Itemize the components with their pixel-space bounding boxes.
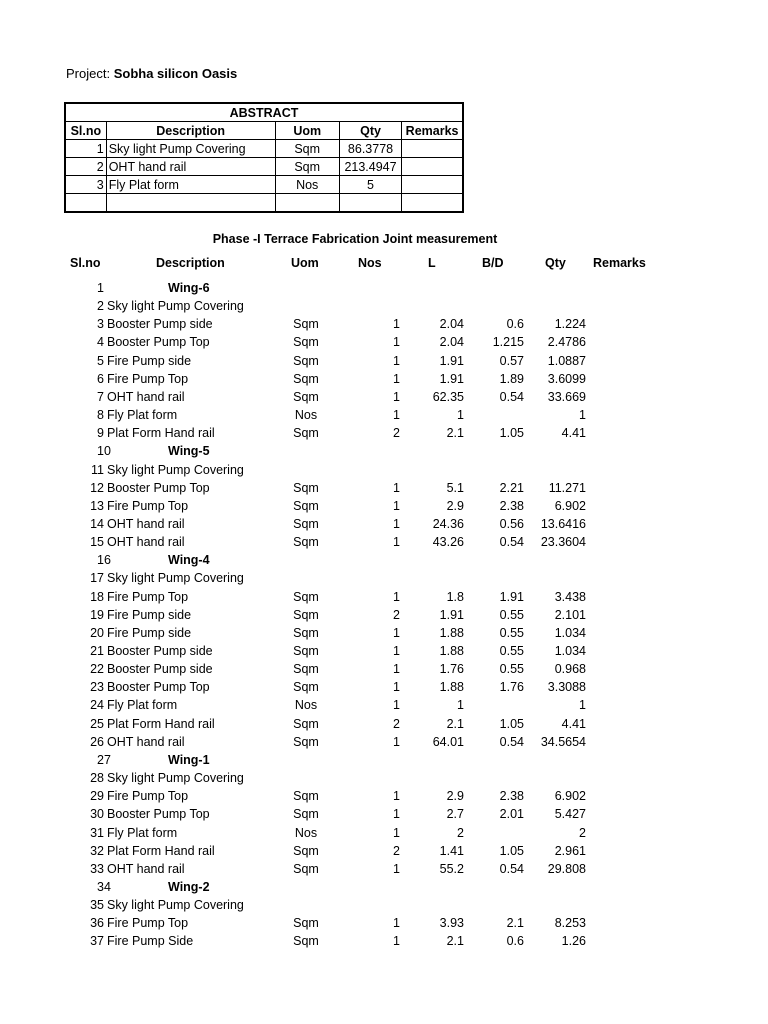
abstract-title-row: [65, 103, 463, 122]
row-uom: Sqm: [293, 335, 319, 350]
measurement-row: [0, 717, 768, 735]
measurement-row: [0, 390, 768, 408]
row-nos: 1: [393, 934, 400, 949]
row-uom: Sqm: [293, 589, 319, 604]
row-breadth-depth: 1.05: [499, 716, 524, 731]
measurement-row: [0, 771, 768, 789]
row-slno: 14: [90, 516, 104, 531]
row-description: OHT hand rail: [107, 734, 185, 749]
row-slno: 26: [90, 734, 104, 749]
abstract-uom: [275, 194, 339, 213]
wing-label: Wing-5: [168, 444, 210, 459]
row-description: Plat Form Hand rail: [107, 843, 215, 858]
wing-label: Wing-6: [168, 281, 210, 295]
row-qty: 3.438: [554, 589, 586, 604]
abstract-row: [65, 140, 463, 158]
row-uom: Sqm: [293, 789, 319, 804]
row-description: OHT hand rail: [107, 389, 185, 404]
row-description: Booster Pump side: [107, 317, 213, 332]
measurement-row: [0, 372, 768, 390]
project-name: Sobha silicon Oasis: [113, 66, 238, 81]
abstract-slno: 2: [65, 158, 106, 176]
row-length: 2.04: [439, 335, 464, 350]
row-description: Booster Pump Top: [107, 335, 210, 350]
header-uom: Uom: [291, 256, 319, 270]
abstract-header-description: Description: [106, 122, 275, 140]
row-slno: 25: [90, 716, 104, 731]
row-nos: 1: [393, 644, 400, 658]
row-slno: 13: [90, 498, 104, 513]
row-length: 2.9: [446, 789, 464, 804]
row-breadth-depth: 0.6: [506, 934, 524, 949]
measurement-row: [0, 680, 768, 698]
measurement-row: [0, 571, 768, 589]
row-breadth-depth: 0.55: [499, 644, 524, 658]
row-slno: 31: [90, 825, 104, 840]
wing-row: [0, 880, 768, 898]
row-slno: 5: [97, 353, 104, 368]
row-description: Fly Plat form: [107, 825, 178, 840]
measurement-row: [0, 499, 768, 517]
abstract-header-slno: Sl.no: [65, 122, 106, 140]
measurement-row: [0, 916, 768, 934]
row-breadth-depth: 0.54: [499, 535, 524, 550]
row-breadth-depth: 0.55: [499, 607, 524, 622]
row-qty: 1.224: [554, 317, 586, 332]
abstract-remarks: [402, 140, 463, 158]
row-nos: 1: [393, 861, 400, 876]
row-nos: 2: [393, 426, 400, 441]
row-description: Fire Pump Top: [107, 371, 189, 386]
row-description: Sky light Pump Covering: [107, 898, 244, 913]
row-breadth-depth: 2.21: [499, 480, 524, 495]
row-uom: Sqm: [293, 625, 319, 640]
row-breadth-depth: 1.215: [492, 335, 524, 350]
row-qty: 1.034: [554, 625, 586, 640]
abstract-description: [106, 194, 275, 213]
row-description: Booster Pump Top: [107, 807, 210, 822]
header-slno: Sl.no: [70, 256, 101, 270]
wing-label: Wing-1: [168, 752, 210, 767]
measurement-row: [0, 698, 768, 716]
row-description: Booster Pump side: [107, 644, 213, 658]
row-breadth-depth: 2.01: [499, 807, 524, 822]
row-description: Sky light Pump Covering: [107, 571, 244, 586]
row-description: Fire Pump side: [107, 607, 192, 622]
row-length: 1: [457, 698, 464, 713]
row-uom: Sqm: [293, 734, 319, 749]
abstract-qty: [339, 194, 401, 213]
row-nos: 1: [393, 535, 400, 550]
measurement-row: [0, 463, 768, 481]
row-length: 2: [457, 825, 464, 840]
row-description: OHT hand rail: [107, 516, 185, 531]
abstract-slno: [65, 194, 106, 213]
row-uom: Sqm: [293, 371, 319, 386]
measurement-title: Phase -I Terrace Fabrication Joint measurement: [212, 232, 498, 246]
row-length: 2.9: [446, 498, 464, 513]
row-nos: 1: [393, 389, 400, 404]
row-description: OHT hand rail: [107, 861, 185, 876]
row-nos: 1: [393, 698, 400, 713]
row-nos: 1: [393, 825, 400, 840]
row-description: Booster Pump side: [107, 662, 213, 677]
row-slno: 21: [90, 644, 104, 658]
row-qty: 6.902: [554, 498, 586, 513]
row-slno: 30: [90, 807, 104, 822]
header-l: L: [428, 256, 436, 270]
row-qty: 3.6099: [547, 371, 586, 386]
row-nos: 1: [393, 371, 400, 386]
measurement-row: [0, 590, 768, 608]
row-nos: 1: [393, 662, 400, 677]
row-length: 3.93: [439, 916, 464, 931]
row-length: 1.91: [439, 371, 464, 386]
wing-row: [0, 444, 768, 462]
row-uom: Sqm: [293, 680, 319, 695]
row-description: Fire Pump Top: [107, 498, 189, 513]
abstract-header-row: [65, 122, 463, 140]
abstract-slno: 1: [65, 140, 106, 158]
row-length: 1.91: [439, 353, 464, 368]
row-breadth-depth: 2.38: [499, 789, 524, 804]
project-label: Project:: [66, 66, 111, 81]
row-slno: 32: [90, 843, 104, 858]
row-length: 1.88: [439, 680, 464, 695]
row-breadth-depth: 1.91: [499, 589, 524, 604]
project-line: [66, 66, 237, 81]
abstract-slno: 3: [65, 176, 106, 194]
row-nos: 2: [393, 716, 400, 731]
row-slno: 4: [97, 335, 104, 350]
row-slno: 9: [97, 426, 104, 441]
row-breadth-depth: 1.76: [499, 680, 524, 695]
row-qty: 11.271: [548, 480, 586, 495]
row-description: OHT hand rail: [107, 535, 185, 550]
row-qty: 13.6416: [540, 516, 586, 531]
abstract-header-qty: Qty: [339, 122, 401, 140]
row-length: 64.01: [432, 734, 464, 749]
row-length: 24.36: [432, 516, 464, 531]
row-qty: 34.5654: [540, 734, 586, 749]
row-slno: 11: [91, 462, 104, 477]
row-slno: 7: [97, 389, 104, 404]
row-length: 55.2: [439, 861, 464, 876]
measurement-row: [0, 481, 768, 499]
row-slno: 17: [90, 571, 104, 586]
row-description: Fire Pump side: [107, 625, 192, 640]
abstract-qty: 86.3778: [339, 140, 401, 158]
abstract-remarks: [402, 158, 463, 176]
row-qty: 2: [579, 825, 586, 840]
row-breadth-depth: 1.05: [499, 843, 524, 858]
row-slno: 15: [90, 535, 104, 550]
abstract-uom: Nos: [275, 176, 339, 194]
row-qty: 4.41: [561, 426, 586, 441]
measurement-row: [0, 608, 768, 626]
wing-row: [0, 753, 768, 771]
row-qty: 5.427: [554, 807, 586, 822]
row-description: Fire Pump Top: [107, 916, 189, 931]
wing-label: Wing-2: [168, 879, 210, 894]
row-nos: 1: [393, 789, 400, 804]
row-nos: 1: [393, 335, 400, 350]
row-qty: 23.3604: [540, 535, 586, 550]
row-slno: 3: [97, 317, 104, 332]
row-qty: 0.968: [554, 662, 586, 677]
row-uom: Sqm: [293, 916, 319, 931]
row-uom: Sqm: [293, 516, 319, 531]
abstract-remarks: [402, 194, 463, 213]
measurement-row: [0, 662, 768, 680]
row-uom: Sqm: [293, 662, 319, 677]
row-uom: Sqm: [293, 317, 319, 332]
header-description: Description: [156, 256, 225, 270]
row-uom: Sqm: [293, 861, 319, 876]
abstract-table: [64, 102, 464, 213]
row-slno: 34: [97, 879, 111, 894]
measurement-row: [0, 934, 768, 952]
wing-row: [0, 281, 768, 299]
measurement-row: [0, 844, 768, 862]
measurement-row: [0, 354, 768, 372]
row-slno: 18: [90, 589, 104, 604]
row-description: Plat Form Hand rail: [107, 426, 215, 441]
row-breadth-depth: 2.1: [506, 916, 524, 931]
row-length: 2.1: [446, 934, 464, 949]
row-qty: 1: [579, 698, 586, 713]
row-uom: Nos: [294, 825, 318, 840]
row-description: Booster Pump Top: [107, 480, 210, 495]
row-length: 1.8: [446, 589, 464, 604]
abstract-remarks: [402, 176, 463, 194]
row-nos: 2: [393, 607, 400, 622]
row-description: Fly Plat form: [107, 408, 178, 423]
row-slno: 24: [90, 698, 104, 713]
row-nos: 1: [393, 353, 400, 368]
row-breadth-depth: 0.54: [499, 734, 524, 749]
row-breadth-depth: 0.56: [499, 516, 524, 531]
row-nos: 1: [393, 916, 400, 931]
measurement-row: [0, 626, 768, 644]
row-nos: 1: [393, 408, 400, 423]
abstract-description: Sky light Pump Covering: [106, 140, 275, 158]
wing-label: Wing-4: [168, 553, 210, 568]
abstract-description: OHT hand rail: [106, 158, 275, 176]
row-uom: Sqm: [293, 607, 319, 622]
measurement-row: [0, 426, 768, 444]
row-slno: 36: [90, 916, 104, 931]
row-qty: 1.034: [554, 644, 586, 658]
row-slno: 8: [97, 408, 104, 423]
row-length: 1.76: [439, 662, 464, 677]
row-qty: 2.101: [554, 607, 586, 622]
abstract-row: [65, 158, 463, 176]
row-slno: 37: [90, 934, 104, 949]
row-slno: 6: [97, 371, 104, 386]
row-uom: Sqm: [293, 389, 319, 404]
row-nos: 1: [393, 516, 400, 531]
row-uom: Sqm: [293, 843, 319, 858]
row-nos: 2: [393, 843, 400, 858]
abstract-uom: Sqm: [275, 158, 339, 176]
row-nos: 1: [393, 625, 400, 640]
row-qty: 2.961: [554, 843, 586, 858]
row-slno: 29: [90, 789, 104, 804]
row-nos: 1: [393, 498, 400, 513]
row-slno: 19: [90, 607, 104, 622]
row-qty: 3.3088: [547, 680, 586, 695]
row-breadth-depth: 0.55: [499, 625, 524, 640]
row-breadth-depth: 1.05: [499, 426, 524, 441]
row-slno: 1: [97, 281, 104, 295]
row-uom: Sqm: [293, 716, 319, 731]
row-breadth-depth: 2.38: [499, 498, 524, 513]
row-description: Fire Pump Top: [107, 589, 189, 604]
row-length: 2.7: [446, 807, 464, 822]
row-qty: 6.902: [554, 789, 586, 804]
row-qty: 8.253: [554, 916, 586, 931]
row-length: 5.1: [446, 480, 464, 495]
row-uom: Sqm: [293, 807, 319, 822]
row-qty: 4.41: [561, 716, 586, 731]
row-nos: 1: [393, 680, 400, 695]
row-description: Plat Form Hand rail: [107, 716, 215, 731]
row-description: Fly Plat form: [107, 698, 178, 713]
row-breadth-depth: 0.54: [499, 861, 524, 876]
header-bd: B/D: [482, 256, 504, 270]
row-nos: 1: [393, 734, 400, 749]
row-uom: Sqm: [293, 498, 319, 513]
measurement-row: [0, 807, 768, 825]
row-description: Sky light Pump Covering: [107, 771, 244, 786]
row-length: 1.88: [439, 625, 464, 640]
measurement-row: [0, 735, 768, 753]
row-uom: Sqm: [293, 353, 319, 368]
abstract-description: Fly Plat form: [106, 176, 275, 194]
row-length: 43.26: [432, 535, 464, 550]
row-slno: 28: [90, 771, 104, 786]
measurement-row: [0, 898, 768, 916]
row-slno: 2: [97, 299, 104, 314]
row-slno: 16: [97, 553, 111, 568]
measurement-row: [0, 644, 768, 662]
abstract-qty: 5: [339, 176, 401, 194]
row-description: Fire Pump side: [107, 353, 192, 368]
row-length: 62.35: [432, 389, 464, 404]
row-nos: 1: [393, 807, 400, 822]
row-length: 2.04: [439, 317, 464, 332]
measurement-row: [0, 826, 768, 844]
measurement-row: [0, 317, 768, 335]
row-description: Sky light Pump Covering: [107, 299, 244, 314]
row-breadth-depth: 1.89: [499, 371, 524, 386]
measurement-row: [0, 535, 768, 553]
row-slno: 33: [90, 861, 104, 876]
abstract-header-remarks: Remarks: [402, 122, 463, 140]
row-slno: 10: [97, 444, 111, 459]
row-description: Sky light Pump Covering: [107, 462, 244, 477]
row-length: 2.1: [446, 426, 464, 441]
row-nos: 1: [393, 480, 400, 495]
row-length: 1.91: [439, 607, 464, 622]
row-qty: 1.0887: [547, 353, 586, 368]
row-qty: 1: [579, 408, 586, 423]
row-breadth-depth: 0.55: [499, 662, 524, 677]
row-length: 1.88: [439, 644, 464, 658]
row-description: Fire Pump Side: [107, 934, 194, 949]
abstract-row: [65, 194, 463, 213]
row-slno: 27: [97, 752, 111, 767]
row-description: Booster Pump Top: [107, 680, 210, 695]
row-qty: 33.669: [547, 389, 586, 404]
row-length: 1.41: [439, 843, 464, 858]
row-qty: 29.808: [547, 861, 586, 876]
header-remarks: Remarks: [593, 256, 646, 270]
measurement-row: [0, 408, 768, 426]
abstract-title: ABSTRACT: [65, 103, 463, 122]
row-uom: Nos: [294, 698, 318, 713]
wing-row: [0, 553, 768, 571]
measurement-row: [0, 862, 768, 880]
row-uom: Sqm: [293, 535, 319, 550]
row-breadth-depth: 0.54: [499, 389, 524, 404]
row-uom: Sqm: [293, 426, 319, 441]
header-qty: Qty: [545, 256, 566, 270]
measurement-row: [0, 299, 768, 317]
row-qty: 1.26: [561, 934, 586, 949]
abstract-qty: 213.4947: [339, 158, 401, 176]
row-qty: 2.4786: [547, 335, 586, 350]
row-uom: Sqm: [293, 480, 319, 495]
row-uom: Sqm: [293, 644, 319, 658]
abstract-header-uom: Uom: [275, 122, 339, 140]
row-slno: 20: [90, 625, 104, 640]
abstract-uom: Sqm: [275, 140, 339, 158]
row-length: 1: [457, 408, 464, 423]
row-breadth-depth: 0.57: [499, 353, 524, 368]
abstract-row: [65, 176, 463, 194]
measurement-row: [0, 789, 768, 807]
row-slno: 35: [90, 898, 104, 913]
header-nos: Nos: [358, 256, 382, 270]
row-breadth-depth: 0.6: [506, 317, 524, 332]
measurement-row: [0, 335, 768, 353]
row-nos: 1: [393, 317, 400, 332]
row-length: 2.1: [446, 716, 464, 731]
measurement-row: [0, 517, 768, 535]
row-nos: 1: [393, 589, 400, 604]
row-description: Fire Pump Top: [107, 789, 189, 804]
row-slno: 12: [90, 480, 104, 495]
row-slno: 22: [90, 662, 104, 677]
row-slno: 23: [90, 680, 104, 695]
row-uom: Sqm: [293, 934, 319, 949]
row-uom: Nos: [294, 408, 318, 423]
